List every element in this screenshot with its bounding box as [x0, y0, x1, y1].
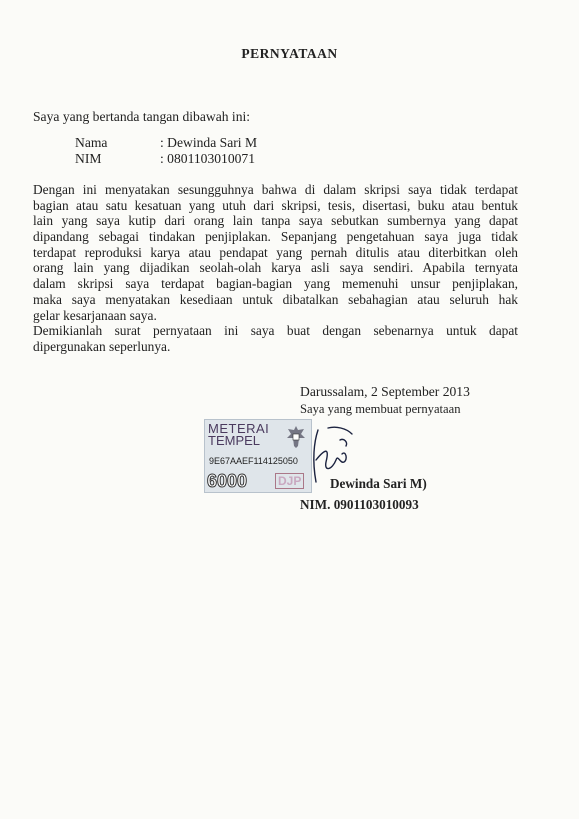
place-date: Darussalam, 2 September 2013	[300, 384, 470, 399]
stamp-label: METERAI	[208, 421, 270, 436]
body-line: orang lain yang dijadikan seolah-olah karya asli saya sendiri. Apabila ternyata	[33, 260, 518, 276]
signer-role: Saya yang membuat pernyataan	[300, 402, 461, 416]
body-line: maka saya menyatakan kesediaan untuk dibatalkan sebahagian atau seluruh hak	[33, 291, 518, 307]
body-line: gelar kesarjanaan saya.	[33, 307, 157, 323]
body-line: terdapat reproduksi karya atau pendapat yang pernah ditulis atau diterbitkan oleh	[33, 244, 518, 260]
body-line: Dengan ini menyatakan sesungguhnya bahwa di dalam skripsi saya tidak terdapat	[33, 182, 518, 197]
body-line: dalam skripsi saya terdapat bagian-bagian yang memenuhi unsur penjiplakan,	[33, 276, 518, 292]
body-line: dipandang sebagai tindakan penjiplakan. Sepanjang pengetahuan saya juga tidak	[33, 229, 518, 245]
body-line: dipergunakan seperlunya.	[33, 338, 171, 354]
signer-nim: NIM. 0901103010093	[300, 497, 419, 512]
statement-body	[33, 182, 518, 355]
body-line: lain yang saya kutip dari orang lain tanpa saya sebutkan sumbernya yang dapat	[33, 213, 518, 229]
page-title: PERNYATAAN	[241, 46, 338, 61]
intro-text: Saya yang bertanda tangan dibawah ini:	[33, 109, 251, 124]
signer-name: Dewinda Sari M)	[330, 476, 427, 491]
body-line: Demikianlah surat pernyataan ini saya buat dengan sebenarnya untuk dapat	[33, 323, 518, 339]
stamp-label-2: TEMPEL	[208, 433, 261, 448]
name-label: Nama	[75, 135, 108, 150]
nim-value: : 0801103010071	[160, 151, 256, 166]
body-line: bagian atau satu kesatuan yang utuh dari skripsi, tesis, disertasi, buku atau bentuk	[33, 197, 518, 213]
stamp-value: 6000	[207, 471, 248, 491]
nim-label: NIM	[75, 151, 102, 166]
stamp-issuer: DJP	[275, 473, 304, 489]
stamp-serial: 9E67AAEF114125050	[209, 456, 298, 466]
name-value: : Dewinda Sari M	[160, 135, 258, 150]
signature-block	[300, 384, 470, 417]
